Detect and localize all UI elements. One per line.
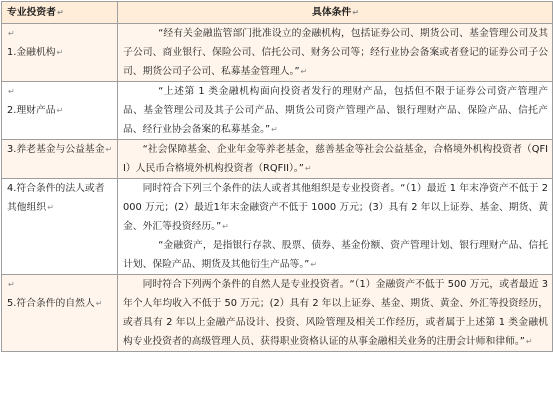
table-row-pension-charity-funds	[2, 140, 553, 179]
paragraph-mark-icon: ↵	[300, 67, 308, 76]
row-conditions-cell	[118, 82, 553, 140]
paragraph-mark-icon: ↵	[105, 145, 113, 154]
row-category-label: 3.养老基金与公益基金	[7, 144, 105, 155]
paragraph-mark-icon: ↵	[56, 106, 64, 115]
row-category-label: 2.理财产品	[7, 105, 56, 116]
row-category-label: 1.金融机构	[7, 47, 56, 58]
paragraph-mark-icon: ↵	[8, 280, 15, 289]
paragraph-mark-icon: ↵	[8, 87, 15, 96]
header-conditions-label: 具体条件	[312, 7, 352, 18]
row-conditions-cell	[118, 275, 553, 352]
paragraph-mark-icon: ↵	[352, 8, 359, 17]
condition-paragraph: “上述第 1 类金融机构面向投资者发行的理财产品，包括但不限于证券公司资产管理产品、基金管理公司及其子公司产品、期货公司资产管理产品、银行理财产品、保险产品、信托产品、经行业协会备案的私募基金。”	[123, 86, 548, 135]
row-conditions-cell	[118, 140, 553, 179]
header-conditions	[118, 2, 553, 24]
header-investor-type	[2, 2, 118, 24]
investor-table-sheet	[1, 1, 552, 403]
row-conditions-cell	[118, 179, 553, 275]
row-category-cell	[2, 24, 118, 82]
row-category-cell	[2, 82, 118, 140]
row-conditions-cell	[118, 24, 553, 82]
condition-paragraph: “经有关金融监管部门批准设立的金融机构，包括证券公司、期货公司、基金管理公司及其子公司、商业银行、保险公司、信托公司、财务公司等；经行业协会备案或者登记的证券公司子公司、期货公司子公司、私募基金管理人。”	[123, 28, 548, 77]
row-category-cell	[2, 275, 118, 352]
paragraph-mark-icon: ↵	[222, 222, 229, 231]
paragraph-mark-icon: ↵	[8, 29, 15, 38]
paragraph-mark-icon: ↵	[310, 260, 318, 269]
paragraph-mark-icon: ↵	[525, 337, 533, 346]
table-row-qualified-legal-entities	[2, 179, 553, 275]
table-row-qualified-individuals	[2, 275, 553, 352]
paragraph-mark-icon: ↵	[47, 203, 54, 212]
header-investor-type-label: 专业投资者	[7, 7, 56, 18]
row-category-label: 4.符合条件的法人或者其他组织	[7, 183, 105, 213]
row-category-cell	[2, 140, 118, 179]
row-category-cell	[2, 179, 118, 275]
table-row-wealth-products	[2, 82, 553, 140]
professional-investor-table	[1, 1, 553, 352]
paragraph-mark-icon: ↵	[56, 48, 64, 57]
condition-paragraph: 同时符合下列三个条件的法人或者其他组织是专业投资者。“（1）最近 1 年末净资产不低于 2000 万元；(2）最近1年末金融资产不低于 1000 万元；(3）具有 2 年以上证券、基金、期货、黄金、外汇等投资经历。”	[123, 183, 548, 232]
paragraph-mark-icon: ↵	[271, 125, 278, 134]
condition-paragraph: “社会保障基金、企业年金等养老基金，慈善基金等社会公益基金，合格境外机构投资者（QFII）人民币合格境外机构投资者（RQFII）。”	[123, 144, 548, 174]
condition-paragraph: “金融资产，是指银行存款、股票、债券、基金份额、资产管理计划、银行理财产品、信托计划、保险产品、期货及其他衍生产品等。”	[123, 240, 548, 270]
table-header-row	[2, 2, 553, 24]
row-category-label: 5.符合条件的自然人	[7, 298, 95, 309]
paragraph-mark-icon: ↵	[304, 164, 312, 173]
table-row-financial-institution	[2, 24, 553, 82]
condition-paragraph: 同时符合下列两个条件的自然人是专业投资者。“（1）金融资产不低于 500 万元，或者最近 3 年个人年均收入不低于 50 万元；(2）具有 2 年以上证券、基金、期货、黄金、外汇等投资经历，或者具有 2 年以上金融产品设计、投资、风险管理及相关工作经历，或者属于上述第 1 类金融机构专业投资者的高级管理人员、获得职业资格认证的从事金融相关业务的注册会计师和律师。”	[123, 279, 548, 347]
paragraph-mark-icon: ↵	[95, 299, 103, 308]
paragraph-mark-icon: ↵	[56, 8, 64, 17]
